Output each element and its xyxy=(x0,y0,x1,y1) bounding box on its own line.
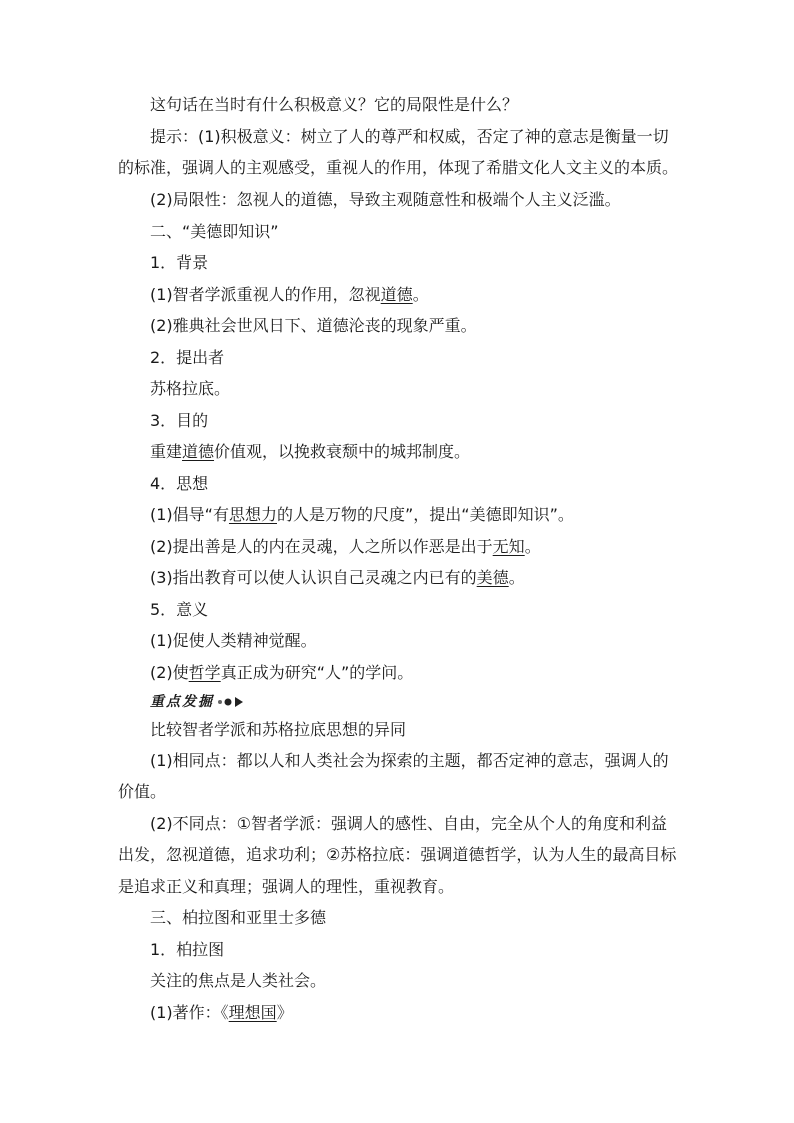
thought-item-1 xyxy=(150,504,730,526)
text: 。 xyxy=(524,537,541,556)
heading-background: 1．背景 xyxy=(150,253,209,272)
section-2-heading: 二、“美德即知识” xyxy=(150,222,279,241)
heading-purpose: 3．目的 xyxy=(150,411,209,430)
text: 。 xyxy=(412,285,429,304)
text: 重建 xyxy=(150,442,183,461)
text: (1)著作：《 xyxy=(150,1003,229,1022)
hint-line-1: 提示：(1)积极意义：树立了人的尊严和权威，否定了神的意志是衡量一切 xyxy=(150,127,669,146)
text: (2)使 xyxy=(150,663,189,682)
difference-line-3: 是追求正义和真理；强调人的理性，重视教育。 xyxy=(118,877,455,896)
similarity-line-2: 价值。 xyxy=(118,782,167,801)
thought-item-3 xyxy=(150,567,730,589)
text: 的人是万物的尺度”，提出“美德即知识”。 xyxy=(276,505,574,524)
comparison-title: 比较智者学派和苏格拉底思想的异同 xyxy=(150,720,407,739)
limitation-line: (2)局限性：忽视人的道德，导致主观随意性和极端个人主义泛滥。 xyxy=(150,190,621,209)
key-point-badge xyxy=(150,693,246,711)
underlined-term: 道德 xyxy=(182,442,215,461)
question-line: 这句话在当时有什么积极意义？它的局限性是什么？ xyxy=(150,95,519,114)
text: (1)智者学派重视人的作用，忽视 xyxy=(150,285,381,304)
underlined-term: 哲学 xyxy=(188,663,221,682)
text: 。 xyxy=(508,568,525,587)
dots-arrow-icon xyxy=(216,696,246,708)
text: 》 xyxy=(276,1003,293,1022)
thought-item-2 xyxy=(150,536,730,558)
plato-focus: 关注的焦点是人类社会。 xyxy=(150,971,327,990)
underlined-term: 理想国 xyxy=(228,1003,277,1022)
text: (2)提出善是人的内在灵魂，人之所以作恶是出于 xyxy=(150,537,493,556)
purpose-text xyxy=(150,441,730,463)
heading-thought: 4．思想 xyxy=(150,474,209,493)
underlined-term: 无知 xyxy=(492,537,525,556)
proposer-text: 苏格拉底。 xyxy=(150,379,231,398)
plato-works xyxy=(150,1002,730,1024)
significance-item-1: (1)促使人类精神觉醒。 xyxy=(150,631,317,650)
background-item-2: (2)雅典社会世风日下、道德沦丧的现象严重。 xyxy=(150,316,477,335)
section-3-heading: 三、柏拉图和亚里士多德 xyxy=(150,908,327,927)
heading-proposer: 2．提出者 xyxy=(150,348,225,367)
text: (3)指出教育可以使人认识自己灵魂之内已有的 xyxy=(150,568,477,587)
text: (1)倡导“有 xyxy=(150,505,229,524)
hint-line-2: 的标准，强调人的主观感受，重视人的作用，体现了希腊文化人文主义的本质。 xyxy=(118,158,679,177)
similarity-line-1: (1)相同点：都以人和人类社会为探索的主题，都否定神的意志，强调人的 xyxy=(150,751,669,770)
heading-significance: 5．意义 xyxy=(150,600,209,619)
heading-plato: 1．柏拉图 xyxy=(150,940,225,959)
difference-line-1: (2)不同点：①智者学派：强调人的感性、自由，完全从个人的角度和利益 xyxy=(150,814,668,833)
text: 价值观，以挽救衰颓中的城邦制度。 xyxy=(214,442,471,461)
badge-label: 重点发掘 xyxy=(150,694,214,710)
difference-line-2: 出发，忽视道德，追求功利；②苏格拉底：强调道德哲学，认为人生的最高目标 xyxy=(118,845,677,864)
background-item-1 xyxy=(150,284,730,306)
underlined-term: 思想力 xyxy=(228,505,277,524)
significance-item-2 xyxy=(150,662,730,684)
text: 真正成为研究“人”的学问。 xyxy=(220,663,414,682)
underlined-term: 道德 xyxy=(380,285,413,304)
underlined-term: 美德 xyxy=(476,568,509,587)
